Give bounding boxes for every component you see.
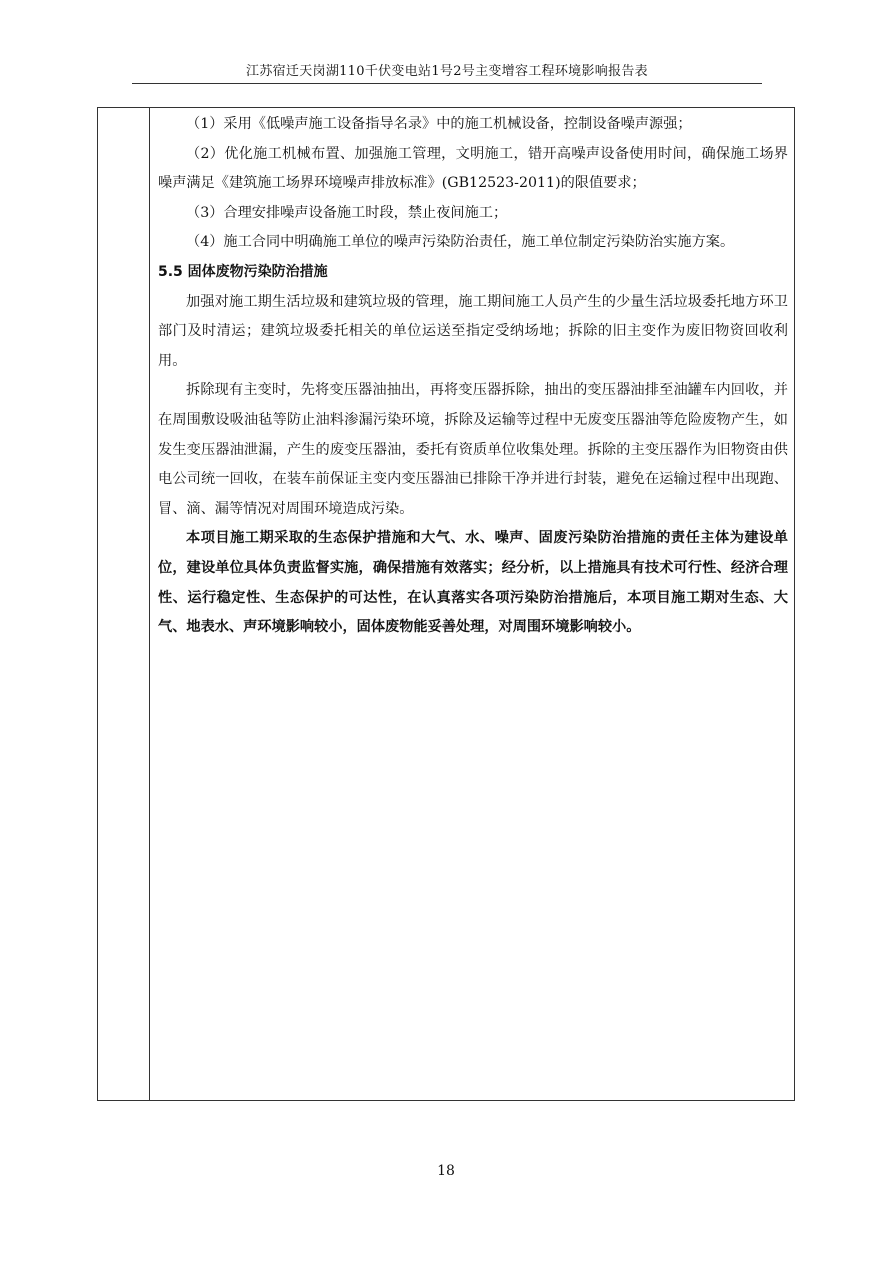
table-label-column bbox=[98, 108, 150, 1100]
content-table bbox=[97, 107, 795, 1101]
section-heading: 5.5 固体废物污染防治措施 bbox=[158, 263, 328, 280]
page-header: 江苏宿迁天岗湖110千伏变电站1号2号主变增容工程环境影响报告表 bbox=[132, 62, 762, 84]
table-body-text bbox=[158, 110, 788, 643]
summary-paragraph: 本项目施工期采取的生态保护措施和大气、水、噪声、固废污染防治措施的责任主体为建设单位，建设单位具体负责监督实施，确保措施有效落实；经分析，以上措施具有技术可行性、经济合理性、运行稳定性、生态保护的可达性，在认真落实各项污染防治措施后，本项目施工期对生态、大气、地表水、声环境影响较小，固体废物能妥善处理，对周围环境影响较小。 bbox=[158, 530, 788, 636]
noise-measure-2: （2）优化施工机械布置、加强施工管理，文明施工，错开高噪声设备使用时间，确保施工场界噪声满足《建筑施工场界环境噪声排放标准》(GB12523-2011)的限值要求； bbox=[158, 145, 788, 192]
page-number: 18 bbox=[437, 1163, 455, 1179]
noise-measure-1: （1）采用《低噪声施工设备指导名录》中的施工机械设备，控制设备噪声源强； bbox=[186, 116, 692, 132]
solid-waste-paragraph-1: 加强对施工期生活垃圾和建筑垃圾的管理，施工期间施工人员产生的少量生活垃圾委托地方环卫部门及时清运；建筑垃圾委托相关的单位运送至指定受纳场地；拆除的旧主变作为废旧物资回收利用。 bbox=[158, 293, 788, 369]
noise-measure-3: （3）合理安排噪声设备施工时段，禁止夜间施工； bbox=[186, 204, 508, 221]
solid-waste-paragraph-2: 拆除现有主变时，先将变压器油抽出，再将变压器拆除，抽出的变压器油排至油罐车内回收，并在周围敷设吸油毡等防止油料渗漏污染环境，拆除及运输等过程中无废变压器油等危险废物产生，如发生变压器油泄漏，产生的废变压器油，委托有资质单位收集处理。拆除的主变压器作为旧物资由供电公司统一回收，在装车前保证主变内变压器油已排除干净并进行封装，避免在运输过程中出现跑、冒、滴、漏等情况对周围环境造成污染。 bbox=[158, 382, 788, 517]
noise-measure-4: （4）施工合同中明确施工单位的噪声污染防治责任，施工单位制定污染防治实施方案。 bbox=[186, 234, 735, 251]
